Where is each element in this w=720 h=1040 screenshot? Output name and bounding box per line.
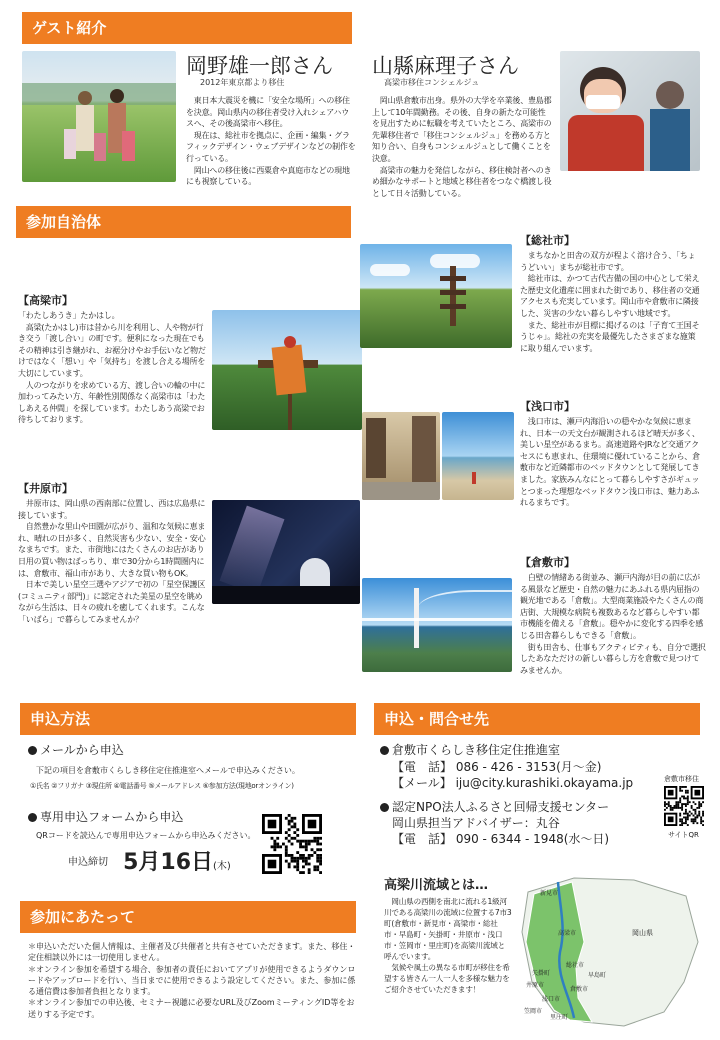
guest1-bio: 東日本大震災を機に「安全な場所」への移住を決意。岡山県内の移住者受け入れシェアハウスへ、その後高梁市へ移住。 現在は、総社市を拠点に、企画・編集・グラフィックデザイン・ウェブデザインなどの制作を行っている。 岡山への移住後に西粟倉や真庭市などの現地にも視察している。 [186, 96, 356, 187]
region-map [514, 872, 704, 1032]
note-item: ＊申込いただいた個人情報は、主催者及び共催者と共有させていただきます。また、移住・定住相談以外には一切使用しません。 [28, 942, 356, 963]
map-label: 岡山県 [632, 929, 653, 937]
map-label: 浅口市 [542, 996, 561, 1003]
notes-list [28, 941, 358, 1020]
guest1-name: 岡野雄一郎さん [186, 54, 333, 78]
qr-bottom-label: サイトQR [668, 831, 699, 839]
map-label: 井原市 [526, 982, 545, 989]
mail-apply-desc: 下記の項目を倉敷市くらしき移住定住推進室へメールで申込みください。 [36, 766, 300, 775]
asakuchi-text: 浅口市は、瀬戸内海沿いの穏やかな気候に恵まれ、日本一の天文台が観測されるほど晴天が多く、美しい星空があるまち。高速道路やJRなど交通アクセスにも恵まれ、住環境に優れていることから、倉敷市など近隣都市のベッドタウンとして発展してきました。家族みんなにとって暮らしやすさがギュッとつまった理想なベッドタウン浅口市は、魅力あふれるまちです。 [520, 417, 700, 508]
section-header-apply: 申込方法 [20, 703, 356, 735]
bullet-icon [380, 746, 389, 755]
asakuchi-photo-street [362, 412, 440, 500]
contact-org1-tel: 【電 話】 086 - 426 - 3153(月～金) [392, 760, 602, 774]
soja-title: 【総社市】 [520, 234, 575, 247]
map-label: 矢掛町 [532, 970, 551, 977]
section-header-contact: 申込・問合せ先 [374, 703, 700, 735]
section-header-municipalities: 参加自治体 [16, 206, 351, 238]
region-text: 岡山県の西側を南北に流れる1級河川である高梁川の流域に位置する7市3町(倉敷市・新見市・高梁市・総社市・早島町・矢掛町・井原市・浅口市・笠岡市・里庄町)を高梁川流域と呼んでいます。 気候や風土の異なる市町が移住を希望する皆さん一人一人を多様な魅力をご紹介させていただきます！ [384, 897, 512, 994]
kurashiki-title: 【倉敷市】 [520, 556, 575, 569]
contact-org1-mail[interactable]: 【メール】 iju@city.kurashiki.okayama.jp [392, 776, 634, 790]
kurashiki-photo [362, 578, 512, 672]
guest2-bio: 岡山県倉敷市出身。県外の大学を卒業後、豊島郡上して10年間勤務。その後、自身の新たな可能性を見出すために転職を考えていたところ、高梁市の先輩移住者で「移住コンシェルジュ」を務める方と知り合い、自身もコンシェルジュとして働くことを決意。 高梁市の魅力を発信しながら、移住検討者へのきめ細かなサポートと地域と移住者をつなぐ橋渡し役として日々活動している。 [372, 96, 552, 198]
bullet-icon [380, 803, 389, 812]
guest1-sub: 2012年東京都より移住 [200, 78, 285, 87]
takahashi-text: 「わたしあうき」たかはし。 高梁(たかはし)市は昔から川を利用し、人や物が行き交う「渡し合い」の町です。便利になった現在でもその精神は引き継がれ、お裾分けやお手伝いなど物だけではなく「想い」や「気持ち」を渡し合える場所を大切にしています。 人のつながりを求めている方、渡し合いの輪の中に加わってみたい方、年齢性別関係なく高梁市は「わたしあえる仲間」を探しています。わたしあう高梁でお待ちしております。 [18, 311, 206, 425]
section-header-notes: 参加にあたって [20, 901, 356, 933]
qr-top-label: 倉敷市移住 [664, 775, 699, 783]
form-apply-title: 専用申込フォームから申込 [28, 810, 183, 825]
kurashiki-site-qr-code[interactable] [664, 786, 704, 826]
form-apply-desc: QRコードを読込んで専用申込フォームから申込みください。 [36, 831, 256, 840]
mail-apply-items: ①氏名 ②フリガナ ③現住所 ④電話番号 ⑤メールアドレス ⑥参加方法(現地orオンライン) [30, 782, 294, 790]
contact-org2-sub: 岡山県担当アドバイザー：丸谷 [392, 816, 560, 830]
map-label: 総社市 [566, 962, 585, 969]
region-title: 高梁川流域とは… [384, 878, 489, 893]
map-label: 早島町 [588, 972, 607, 979]
apply-form-qr-code[interactable] [262, 814, 322, 874]
ibara-title: 【井原市】 [18, 482, 73, 495]
asakuchi-title: 【浅口市】 [520, 400, 575, 413]
soja-photo [360, 244, 512, 348]
guest2-photo [560, 51, 700, 171]
bullet-icon [28, 813, 37, 822]
asakuchi-photo-sea [442, 412, 514, 500]
kurashiki-text: 白壁の情緒ある街並み、瀬戸内海が目の前に広がる風景など歴史・自然の魅力にあふれる県内屈指の観光地である「倉敷」。大型商業施設やたくさんの商店街、大規模な病院も複数あるなど暮らしやすい都市機能を備える「倉敷」。穏やかに変化する四季を感じる田舎暮らしもできる「倉敷」。 街も田舎も、仕事もアクティビティも、自分で選択したあなただけの新しい暮らし方を倉敷で見つけてみませんか。 [520, 573, 706, 675]
ibara-photo [212, 500, 360, 604]
guest2-sub: 高梁市移住コンシェルジュ [384, 78, 480, 87]
guest1-photo [22, 51, 176, 182]
map-label: 里庄町 [550, 1014, 569, 1021]
map-label: 新見市 [540, 890, 559, 897]
contact-org1: 倉敷市くらしき移住定住推進室 [380, 743, 560, 758]
contact-org2-tel: 【電 話】 090 - 6344 - 1948(水～日) [392, 832, 610, 846]
note-item: ＊オンライン参加を希望する場合、参加者の責任においてアプリが使用できるようダウンロードやアップロードを行い、当日までに使用できるよう設定してください。また、参加に係る通信費は参加者負担となります。 [28, 964, 356, 997]
bullet-icon [28, 746, 37, 755]
deadline: $^{申込締切}$ 5月16日(木) [68, 850, 231, 875]
soja-text: まちなかと田舎の双方が程よく溶け合う、「ちょうどいい」まちが総社市です。 総社市は、かつて古代吉備の国の中心として栄えた歴史文化遺産に囲まれた街であり、移住者の交通アクセスも充実しています。岡山市や倉敷市に隣接した、災害の少ない暮らしやすい地域です。 また、総社市が目標に掲げるのは「子育て王国そうじゃ」。総社の充実を最優先したさまざまな施策に取り組んでいます。 [520, 251, 700, 353]
section-header-guest: ゲスト紹介 [22, 12, 352, 44]
guest2-name: 山縣麻理子さん [372, 54, 519, 78]
note-item: ＊オンライン参加での申込後、セミナー視聴に必要なURL及びZoomミーティングID等をお送りする予定です。 [28, 998, 355, 1019]
contact-org2: 認定NPO法人ふるさと回帰支援センター [380, 800, 609, 815]
ibara-text: 井原市は、岡山県の西南部に位置し、西は広島県に接しています。 自然豊かな里山や田園が広がり、温和な気候に恵まれ、晴れの日が多く、自然災害も少ない、安全・安心なまちです。また、市街地にはたくさんのお店があり日用の買い物はばっちり、車で30分から1時間圏内には、倉敷市、福山市があり、大きな買い物もOK。 日本で美しい星空三選やアジアで初の「星空保護区(コミュニティ部門)」に認定された美星の星空を眺めながら生活は、日々の疲れを癒してくれます。こんな「いばら」で暮らしてみませんか？ [18, 499, 206, 624]
takahashi-title: 【高梁市】 [18, 294, 73, 307]
map-label: 高梁市 [558, 930, 577, 937]
takahashi-photo [212, 310, 362, 430]
mail-apply-title: メールから申込 [28, 743, 124, 758]
map-label: 倉敷市 [570, 986, 589, 993]
map-label: 笠岡市 [524, 1008, 543, 1015]
